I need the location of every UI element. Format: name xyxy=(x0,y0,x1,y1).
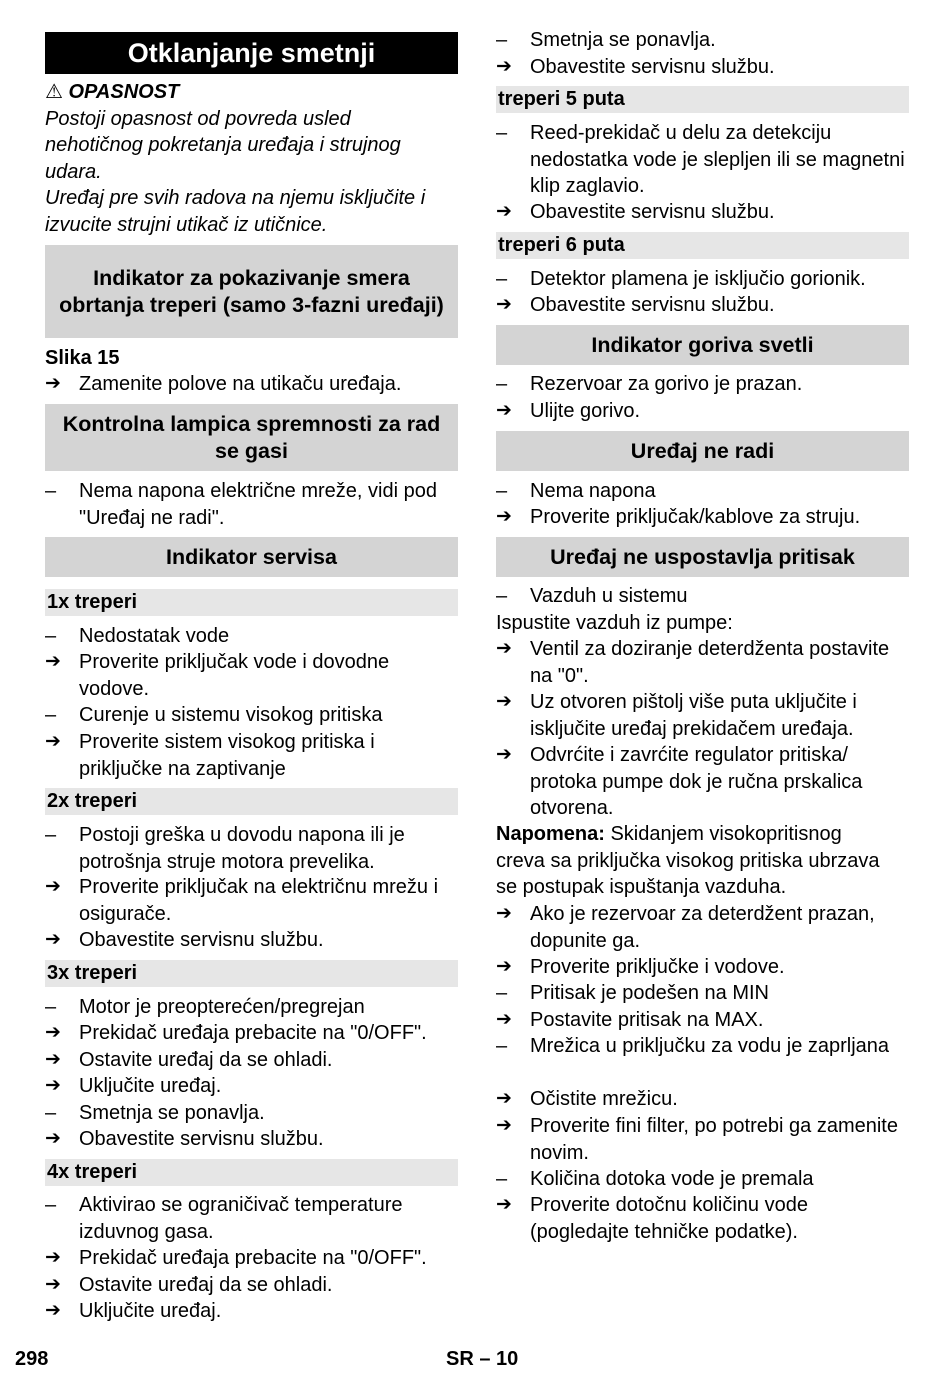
danger-heading xyxy=(45,79,458,106)
dash-bullet: – xyxy=(496,1035,508,1057)
list-item: – Postoji greška u dovodu napona ili je potrošnja struje motora prevelika. xyxy=(45,824,405,873)
list-item: ➔ Proverite priključak/kablove za struju. xyxy=(496,504,909,531)
list-item: – Motor je preopterećen/pregrejan xyxy=(45,994,458,1021)
subheading-4x: 4x treperi xyxy=(45,1159,458,1186)
list-item: – Smetnja se ponavlja. xyxy=(496,27,909,54)
dash-bullet: – xyxy=(45,996,57,1018)
list-item: ➔ Uključite uređaj. xyxy=(45,1073,458,1100)
note-text: Skidanjem visokopritisnog xyxy=(610,823,842,845)
section-heading-not-running: Uređaj ne radi xyxy=(496,431,909,471)
page-title: Otklanjanje smetnji xyxy=(45,32,458,74)
dash-bullet: – xyxy=(496,1168,508,1190)
warning-triangle-icon: ⚠ xyxy=(45,81,63,103)
arrow-right-icon: ➔ xyxy=(45,1128,61,1149)
arrow-right-icon: ➔ xyxy=(45,1300,61,1321)
arrow-right-icon: ➔ xyxy=(45,1274,61,1295)
list-item: ➔ Ostavite uređaj da se ohladi. xyxy=(45,1272,458,1299)
note-label: Napomena: xyxy=(496,823,605,845)
list-item: ➔ Obavestite servisnu službu. xyxy=(45,1126,458,1153)
list-item: ➔ Ulijte gorivo. xyxy=(496,398,909,425)
list-item: – Količina dotoka vode je premala xyxy=(496,1166,909,1193)
subheading-2x: 2x treperi xyxy=(45,788,458,815)
arrow-right-icon: ➔ xyxy=(45,731,61,752)
list-item: ➔ Proverite fini filter, po potrebi ga zamenite novim. xyxy=(496,1115,898,1164)
list-item: ➔ Proverite priključak vode i dovodne vodove. xyxy=(45,651,390,700)
section-heading-no-pressure: Uređaj ne uspostavlja pritisak xyxy=(496,537,909,577)
arrow-right-icon: ➔ xyxy=(45,373,61,394)
note-line: se postupak ispuštanja vazduha. xyxy=(496,876,787,898)
subheading-5-times: treperi 5 puta xyxy=(496,86,909,113)
list-item: ➔ Obavestite servisnu službu. xyxy=(496,292,909,319)
list-item: – Reed-prekidač u delu za detekciju nedostatka vode je slepljen ili se magnetni klip zaglavio. xyxy=(496,122,905,197)
arrow-right-icon: ➔ xyxy=(496,294,512,315)
subheading-3x: 3x treperi xyxy=(45,960,458,987)
dash-bullet: – xyxy=(45,625,57,647)
list-item: ➔ Ostavite uređaj da se ohladi. xyxy=(45,1047,458,1074)
list-item: ➔ Ako je rezervoar za deterdžent prazan, dopunite ga. xyxy=(496,903,875,952)
dash-bullet: – xyxy=(496,29,508,51)
list-item: – Aktivirao se ograničivač temperature izduvnog gasa. xyxy=(45,1194,403,1243)
dash-bullet: – xyxy=(45,1102,57,1124)
list-item: ➔ Zamenite polove na utikaču uređaja. xyxy=(45,371,458,398)
list-item: ➔ Ventil za doziranje deterdženta postavite na "0". xyxy=(496,638,890,687)
arrow-right-icon: ➔ xyxy=(496,201,512,222)
danger-text-line: Uređaj pre svih radova na njemu isključite i xyxy=(45,187,426,209)
section-heading-service: Indikator servisa xyxy=(45,537,458,577)
arrow-right-icon: ➔ xyxy=(496,744,512,765)
dash-bullet: – xyxy=(496,982,508,1004)
list-item: ➔ Očistite mrežicu. xyxy=(496,1086,909,1113)
dash-bullet: – xyxy=(496,373,508,395)
note-line: creva sa priključka visokog pritiska ubrzava xyxy=(496,850,880,872)
arrow-right-icon: ➔ xyxy=(45,1049,61,1070)
list-item: – Nema napona xyxy=(496,478,909,505)
list-item: ➔ Proverite priključak na električnu mrežu i osigurače. xyxy=(45,876,439,925)
list-item: ➔ Proverite sistem visokog pritiska i priključke na zaptivanje xyxy=(45,731,375,780)
list-item: – Nedostatak vode xyxy=(45,623,458,650)
list-item: – Curenje u sistemu visokog pritiska xyxy=(45,702,458,729)
danger-text-line: udara. xyxy=(45,161,102,183)
note-line xyxy=(496,821,909,848)
arrow-right-icon: ➔ xyxy=(45,1022,61,1043)
list-item: – Mrežica u priključku za vodu je zaprljana xyxy=(496,1033,909,1060)
list-item: – Detektor plamena je isključio gorionik. xyxy=(496,266,909,293)
dash-bullet: – xyxy=(496,480,508,502)
dash-bullet: – xyxy=(45,1194,57,1216)
arrow-right-icon: ➔ xyxy=(45,929,61,950)
list-item: – Smetnja se ponavlja. xyxy=(45,1100,458,1127)
arrow-right-icon: ➔ xyxy=(496,1115,512,1136)
list-item: – Vazduh u sistemu xyxy=(496,583,909,610)
list-item: – Pritisak je podešen na MIN xyxy=(496,980,909,1007)
list-item: ➔ Obavestite servisnu službu. xyxy=(496,199,909,226)
list-item: – Rezervoar za gorivo je prazan. xyxy=(496,371,909,398)
list-item: ➔ Uz otvoren pištolj više puta uključite i isključite uređaj prekidačem uređaja. xyxy=(496,691,857,740)
arrow-right-icon: ➔ xyxy=(45,651,61,672)
dash-bullet: – xyxy=(45,824,57,846)
subheading-6-times: treperi 6 puta xyxy=(496,232,909,259)
danger-label: OPASNOST xyxy=(68,81,180,103)
list-item: ➔ Proverite priključke i vodove. xyxy=(496,954,909,981)
arrow-right-icon: ➔ xyxy=(496,638,512,659)
section-page-label: SR – 10 xyxy=(446,1348,519,1370)
arrow-right-icon: ➔ xyxy=(496,1088,512,1109)
page-number: 298 xyxy=(15,1348,49,1370)
subheading-1x: 1x treperi xyxy=(45,589,458,616)
arrow-right-icon: ➔ xyxy=(496,400,512,421)
list-item: ➔ Prekidač uređaja prebacite na "0/OFF". xyxy=(45,1245,458,1272)
section-heading-fuel: Indikator goriva svetli xyxy=(496,325,909,365)
arrow-right-icon: ➔ xyxy=(45,1247,61,1268)
arrow-right-icon: ➔ xyxy=(496,506,512,527)
arrow-right-icon: ➔ xyxy=(496,956,512,977)
dash-bullet: – xyxy=(45,480,57,502)
instruction-text: Ispustite vazduh iz pumpe: xyxy=(496,612,733,634)
arrow-right-icon: ➔ xyxy=(496,56,512,77)
dash-bullet: – xyxy=(496,122,508,144)
arrow-right-icon: ➔ xyxy=(45,1075,61,1096)
section-heading-lamp: Kontrolna lampica spremnosti za rad se gasi xyxy=(45,404,458,471)
list-item: ➔ Odvrćite i zavrćite regulator pritiska/ protoka pumpe dok je ručna prskalica otvorena. xyxy=(496,744,863,819)
arrow-right-icon: ➔ xyxy=(496,903,512,924)
danger-text-line: izvucite strujni utikač iz utičnice. xyxy=(45,214,328,236)
list-item: ➔ Obavestite servisnu službu. xyxy=(496,54,909,81)
dash-bullet: – xyxy=(496,585,508,607)
arrow-right-icon: ➔ xyxy=(45,876,61,897)
figure-reference: Slika 15 xyxy=(45,347,120,369)
section-heading-direction: Indikator za pokazivanje smera obrtanja treperi (samo 3-fazni uređaji) xyxy=(45,245,458,338)
arrow-right-icon: ➔ xyxy=(496,691,512,712)
arrow-right-icon: ➔ xyxy=(496,1009,512,1030)
list-item: ➔ Proverite dotočnu količinu vode (pogledajte tehničke podatke). xyxy=(496,1194,808,1243)
danger-text-line: Postoji opasnost od povreda usled xyxy=(45,108,351,130)
dash-bullet: – xyxy=(45,704,57,726)
list-item: ➔ Postavite pritisak na MAX. xyxy=(496,1007,909,1034)
list-item: ➔ Uključite uređaj. xyxy=(45,1298,458,1325)
list-item: – Nema napona električne mreže, vidi pod "Uređaj ne radi". xyxy=(45,480,437,529)
list-item: ➔ Obavestite servisnu službu. xyxy=(45,927,458,954)
danger-text-line: nehotičnog pokretanja uređaja i strujnog xyxy=(45,134,401,156)
dash-bullet: – xyxy=(496,268,508,290)
arrow-right-icon: ➔ xyxy=(496,1194,512,1215)
list-item: ➔ Prekidač uređaja prebacite na "0/OFF". xyxy=(45,1020,458,1047)
